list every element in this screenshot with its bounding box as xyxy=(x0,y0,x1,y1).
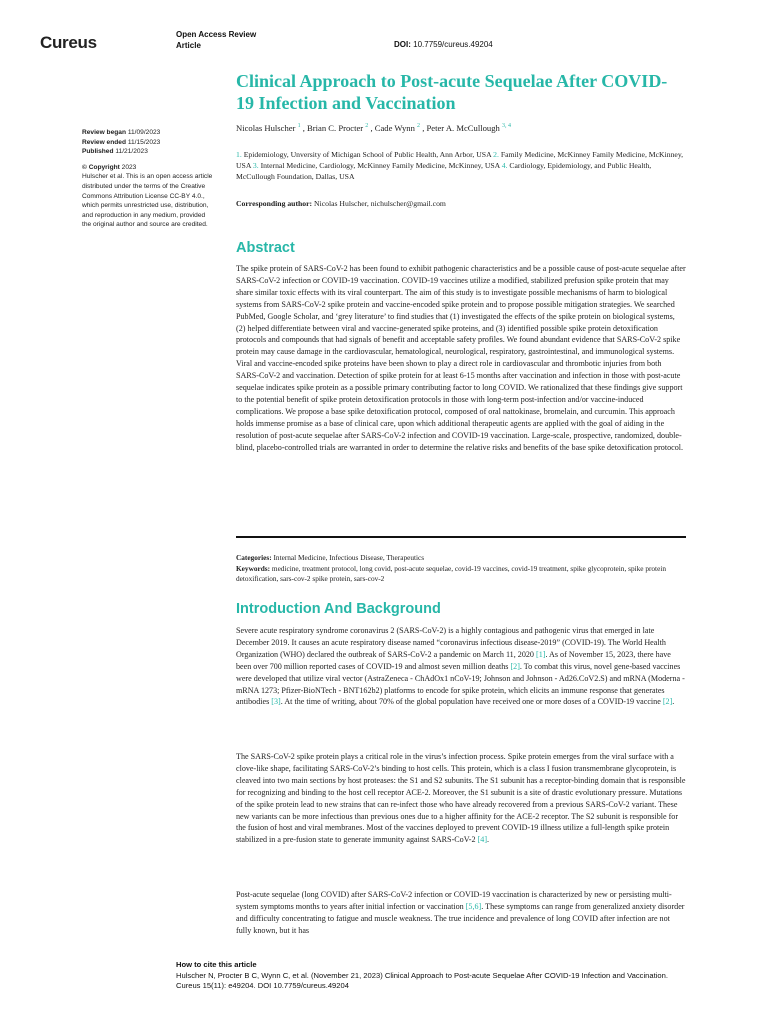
how-to-cite xyxy=(176,960,746,992)
copyright xyxy=(82,163,216,173)
categories-value: Internal Medicine, Infectious Disease, Therapeutics xyxy=(273,553,425,562)
affiliation-number: 1. xyxy=(236,150,242,159)
review-began xyxy=(82,128,216,138)
affiliation-text: Cardiology, Epidemiology, and Public Health, McCullough Foundation, Dallas, USA xyxy=(236,161,652,181)
review-began-date: 11/09/2023 xyxy=(127,129,161,136)
article-type-line1: Open Access Review xyxy=(176,30,257,39)
citation-link[interactable]: [5,6] xyxy=(465,901,482,911)
citation-line-2: Cureus 15(11): e49204. DOI 10.7759/cureus.49204 xyxy=(176,981,349,990)
review-began-label: Review began xyxy=(82,129,126,136)
author-name[interactable]: Cade Wynn xyxy=(374,123,415,133)
doi xyxy=(394,40,493,49)
review-ended-label: Review ended xyxy=(82,138,126,146)
affiliation-text: Internal Medicine, Cardiology, McKinney Family Medicine, McKinney, USA xyxy=(260,161,500,170)
citation-link[interactable]: [2] xyxy=(662,697,673,707)
categories-label: Categories: xyxy=(236,553,272,562)
citation-link[interactable]: [4] xyxy=(477,835,488,845)
copyright-label: © Copyright xyxy=(82,163,120,171)
citation-link[interactable]: [2] xyxy=(510,661,520,671)
author-affil-ref[interactable]: 1 xyxy=(297,123,301,130)
citation-link[interactable]: [1] xyxy=(536,649,546,659)
corresponding-author-value[interactable]: Nicolas Hulscher, nichulscher@gmail.com xyxy=(314,199,446,208)
author-name[interactable]: Peter A. McCullough xyxy=(426,123,500,133)
published xyxy=(82,147,216,157)
abstract-text: The spike protein of SARS-CoV-2 has been found to exhibit pathogenic characteristics and be a possible cause of post-acute sequelae after SARS-CoV-2 infection or COVID-19 vaccination. COVID-19 vaccines utilize a modified, stabilized prefusion spike protein that may share similar toxic effects with its viral counterpart. The aim of this study is to investigate possible mechanisms of harm to biological systems from SARS-CoV-2 spike protein and vaccine-encoded spike protein and to propose possible mitigation strategies. We searched PubMed, Google Scholar, and ‘grey literature’ to find studies that (1) investigated the effects of the spike protein on biological systems, (2) helped differentiate between viral and vaccine-generated spike proteins, and (3) identified possible spike protein detoxification protocols and compounds that had signals of benefit and acceptable safety profiles. We found abundant evidence that SARS-CoV-2 spike protein may cause damage in the cardiovascular, hematological, neurological, respiratory, gastrointestinal, and immunological systems. Viral and vaccine-encoded spike proteins have been shown to play a direct role in cardiovascular and thrombotic injuries from both SARS-CoV-2 and vaccination. Detection of spike protein for at least 6-15 months after vaccination and infection in those with post-acute sequelae indicates spike protein as a possible primary contributing factor to long COVID. We rationalized that these findings give support to the potential benefit of spike protein detoxification protocols in those with long-term post-infection and/or vaccine-induced complications. We propose a base spike detoxification protocol, composed of oral nattokinase, bromelain, and curcumin. This approach holds immense promise as a base of clinical care, upon which additional therapeutic agents are applied with the goal of aiding in the resolution of post-acute sequelae after SARS-CoV-2 infection and COVID-19 vaccination. Large-scale, prospective, randomized, double-blind, placebo-controlled trials are warranted in order to determine the relative risks and benefits of the base spike detoxification protocol. xyxy=(236,264,686,452)
affiliation-text: Family Medicine, McKinney Family Medicine, McKinney, USA xyxy=(236,150,684,170)
intro-paragraph-3: Post-acute sequelae (long COVID) after SARS-CoV-2 infection or COVID-19 vaccination is characterized by new or persisting multi-system symptoms months to years after initial infection or vaccination [5,6]. These symptoms can range from generalized anxiety disorder and difficulty concentrating to fatigue and muscle weakness. The true incidence and prevalence of long COVID after infection are not fully known, but it has xyxy=(236,890,685,935)
affiliation-number: 2. xyxy=(493,150,499,159)
keywords xyxy=(236,564,686,585)
published-label: Published xyxy=(82,148,114,156)
copyright-year: 2023 xyxy=(121,163,137,171)
affiliations xyxy=(236,149,690,182)
author-affil-ref[interactable]: 3, 4 xyxy=(501,123,511,130)
article-type-line2: Article xyxy=(176,41,201,50)
article-type xyxy=(176,29,256,51)
author-name[interactable]: Nicolas Hulscher xyxy=(236,123,296,133)
citation-line-1: Hulscher N, Procter B C, Wynn C, et al. (November 21, 2023) Clinical Approach to Post-acute Sequelae After COVID-19 Infection and Vaccination. xyxy=(176,970,668,980)
doi-label: DOI: xyxy=(394,40,411,49)
introduction-heading: Introduction And Background xyxy=(236,601,441,617)
corresponding-author xyxy=(236,199,446,208)
citation-link[interactable]: [3] xyxy=(271,697,281,707)
intro-paragraph-1: Severe acute respiratory syndrome coronavirus 2 (SARS-CoV-2) is a highly contagious and pathogenic virus that emerged in late December 2019. It causes an acute respiratory disease named “coronavirus infectious disease-2019” (COVID-19). The World Health Organization (WHO) declared the outbreak of SARS-CoV-2 a pandemic on March 11, 2020 [1]. As of November 15, 2023, there have been over 700 million reported cases of COVID-19 and almost seven million deaths [2]. To combat this virus, novel gene-based vaccines were developed that utilize viral vector (AstraZeneca - ChAdOx1 nCoV-19; Johnson and Johnson - Ad26.CoV2.S) and mRNA (Moderna - mRNA 1273; Pfizer-BioNTech - BNT162b2) platforms to encode for spike protein, which elicits an immune response that generates antibodies [3]. At the time of writing, about 70% of the global population have received one or more doses of a COVID-19 vaccine [2]. xyxy=(236,626,685,707)
affiliation-number: 4. xyxy=(501,161,508,170)
affiliation-number: 3. xyxy=(252,161,259,170)
keywords-label: Keywords: xyxy=(236,563,271,573)
author-list: Nicolas Hulscher $^1$ , Brian C. Procter $^2$ , Cade Wynn $^2$ , Peter A. McCullough $^{3, 4}$ xyxy=(236,123,511,133)
article-meta xyxy=(236,553,686,585)
categories xyxy=(236,553,686,564)
license-text: Hulscher et al. This is an open access article distributed under the terms of the Creative Commons Attribution License CC-BY 4.0., which permits unrestricted use, distribution, and reproduction in any medium, provided the original author and source are credited. xyxy=(82,173,213,229)
keywords-value: medicine, treatment protocol, long covid, post-acute sequelae, covid-19 vaccines, covid-19 treatment, spike glycoprotein, spike protein detoxification, sars-cov-2 spike protein, sars-cov-2 xyxy=(236,563,667,583)
review-ended-date: 11/15/2023 xyxy=(127,138,161,146)
abstract-divider xyxy=(236,536,686,538)
article-sidebar xyxy=(82,128,216,230)
author-affil-ref[interactable]: 2 xyxy=(417,123,421,130)
author-affil-ref[interactable]: 2 xyxy=(365,123,369,130)
abstract-heading: Abstract xyxy=(236,240,295,256)
article-title: Clinical Approach to Post-acute Sequelae After COVID-19 Infection and Vaccination xyxy=(236,71,668,113)
review-ended xyxy=(82,138,216,148)
how-to-cite-label: How to cite this article xyxy=(176,960,257,969)
affiliation-text: Epidemiology, Unversity of Michigan School of Public Health, Ann Arbor, USA xyxy=(243,150,492,159)
author-name[interactable]: Brian C. Procter xyxy=(307,123,364,133)
corresponding-author-label: Corresponding author: xyxy=(236,199,313,208)
published-date: 11/21/2023 xyxy=(115,148,148,156)
intro-paragraph-2: The SARS-CoV-2 spike protein plays a critical role in the virus’s infection process. Spike protein emerges from the viral surface with a clove-like shape, facilitating SARS-CoV-2’s binding to host cells. This protein, which is a class I fusion transmembrane glycoprotein, is cleaved into two main sections by host proteases: the S1 and S2 subunits. The S1 subunit has a receptor-binding domain that is responsible for recognizing and binding to the host cell receptor ACE-2. Moreover, the S1 subunit is a site of drastic evolutionary pressure. Mutations of the spike protein lead to new strains that can re-infect those who have already recovered from a previous SARS-CoV-2 variant. These new variants can be more infectious than previous ones due to a higher affinity for the ACE-2 receptor. The S2 subunit is responsible for the fusion of host and viral membranes. Most of the vaccines deployed to prevent COVID-19 illness utilize a full-length spike protein stabilized in a pre-fusion state to generate immunity against SARS-CoV-2 [4]. xyxy=(236,752,686,845)
doi-link[interactable]: 10.7759/cureus.49204 xyxy=(413,40,493,49)
cureus-logo: Cureus xyxy=(40,33,97,52)
